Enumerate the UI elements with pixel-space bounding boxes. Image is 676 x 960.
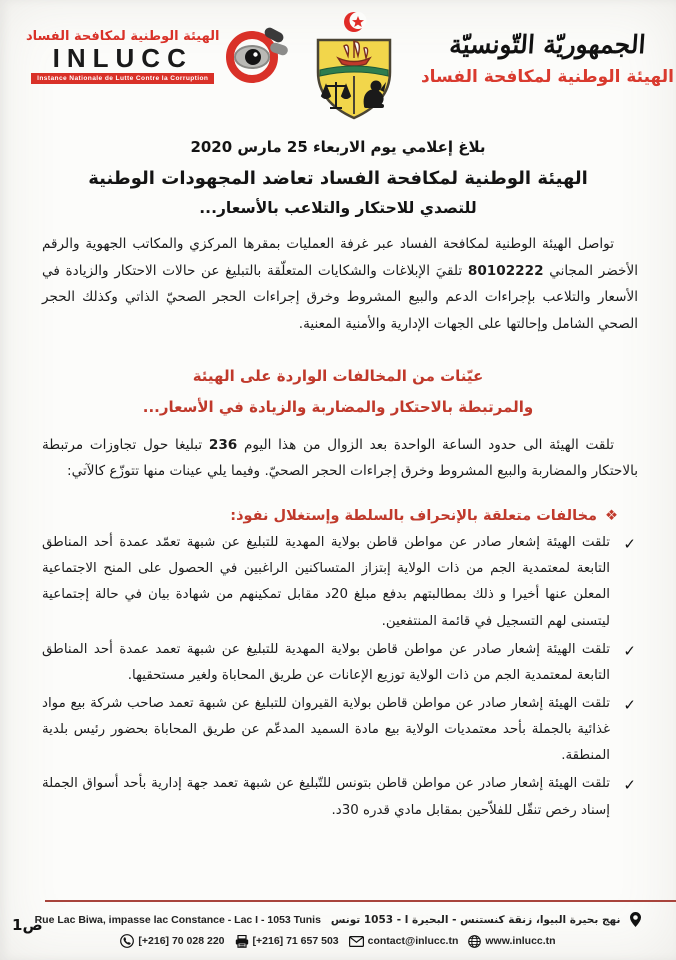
address-french: Rue Lac Biwa, impasse lac Constance - Lac I - 1053 Tunis xyxy=(34,913,321,926)
checkmark-icon: ✓ xyxy=(623,535,636,554)
paragraph-reports-count xyxy=(0,432,676,485)
checkmark-icon: ✓ xyxy=(623,641,636,660)
inlucc-french-name: Instance Nationale de Lutte Contre la Corruption xyxy=(31,73,214,84)
red-subtitle-line2: والمرتبطة بالاحتكار والمضاربة والزيادة في الأسعار... xyxy=(142,398,534,417)
paragraph-reports-text-start: تلقت الهيئة الى حدود الساعة الواحدة بعد الزوال من هذا اليوم xyxy=(237,436,614,453)
government-titles xyxy=(421,10,674,87)
red-subtitle-line1: عيّنات من المخالفات الواردة على الهيئة xyxy=(192,366,484,385)
location-pin-icon xyxy=(630,912,641,927)
fax-item xyxy=(235,935,339,948)
diamond-bullet-icon: ❖ xyxy=(605,508,618,525)
inlucc-arabic-name: الهيئة الوطنية لمكافحة الفساد xyxy=(26,29,220,45)
authority-title: الهيئة الوطنية لمكافحة الفساد xyxy=(420,67,674,87)
fax-icon xyxy=(235,935,249,948)
footer-divider xyxy=(45,900,676,902)
globe-icon xyxy=(468,935,481,948)
footer-address-row xyxy=(0,912,676,927)
press-release-date-title: بلاغ إعلامي يوم الاربعاء 25 مارس 2020 xyxy=(190,138,486,156)
address-arabic: نهج بحيرة البيوا، زنقة كنستنس - البحيرة ا - 1053 تونس xyxy=(330,913,621,926)
phone-item xyxy=(120,934,224,948)
document-header xyxy=(0,0,676,122)
list-item xyxy=(42,637,636,689)
phone-number: [+216] 70 028 220 xyxy=(138,935,225,947)
email-address: contact@inlucc.tn xyxy=(367,935,459,947)
footer-contact-row xyxy=(0,934,676,948)
checkmark-icon: ✓ xyxy=(623,696,636,715)
list-item-text: تلقت الهيئة إشعار صادر عن مواطن قاطن بولاية المهدية للتبليغ عن شبهة تعمّد عمدة أحد المناطق التابعة لمعتمدية الجم من ذات الولاية إبتزاز المتساكنين الراغبين في الحصول على المنح الاجتماعية المعلن عنها أخيرا و ذلك بمطالبتهم بدفع مبلغ 20د مقابل تمكينهم من شهادة بيان في حالة إجتماعية ليتسنى لهم التسجيل في قائمة المنتفعين. xyxy=(42,535,610,629)
email-item xyxy=(349,935,459,947)
website-item xyxy=(468,935,555,948)
inlucc-acronym: INLUCC xyxy=(52,43,193,74)
paragraph-reports-text-end: تبليغا حول تجاوزات مرتبطة بالاحتكار والمضاربة والبيع المشروط وخرق إجراءات الحجر الصحيّ. وفيما يلي عينات منها تتوزّع كالآتي: xyxy=(42,436,638,480)
website-url: www.inlucc.tn xyxy=(485,935,556,947)
checkmark-icon: ✓ xyxy=(623,776,636,795)
phone-icon xyxy=(120,934,134,948)
reports-count: 236 xyxy=(208,436,238,453)
envelope-icon xyxy=(349,936,364,947)
inlucc-logo-texts xyxy=(26,30,220,84)
paragraph-hotline-text-start: تواصل الهيئة الوطنية لمكافحة الفساد عبر غرفة العمليات بمقرها المركزي والمكاتب الجهوية والرقم الأخضر المجاني xyxy=(42,236,638,279)
section-heading-text: مخالفات متعلقة بالإنحراف بالسلطة وإستغلال نفوذ: xyxy=(230,508,597,525)
violations-list xyxy=(0,524,676,824)
tunisia-coat-of-arms xyxy=(304,10,404,128)
list-item-text: تلقت الهيئة إشعار صادر عن مواطن قاطن بولاية المهدية للتبليغ عن شبهة تعمد عمدة أحد المناطق التابعة لمعتمدية الجم من ذات الولاية توزيع الإعانات عن طريق المحاباة ولغير مستحقيها. xyxy=(42,641,610,683)
page-number-marker: ص1 xyxy=(12,916,43,934)
fax-number: [+216] 71 657 503 xyxy=(252,935,339,947)
section-heading xyxy=(0,508,676,524)
title-block xyxy=(0,122,676,217)
main-title: الهيئة الوطنية لمكافحة الفساد تعاضد المجهودات الوطنية xyxy=(88,168,588,189)
list-item xyxy=(42,771,636,823)
sub-title: للتصدي للاحتكار والتلاعب بالأسعار... xyxy=(199,199,477,217)
green-number: 80102222 xyxy=(467,262,544,279)
red-subtitle xyxy=(0,361,676,424)
document-footer xyxy=(0,900,676,960)
list-item-text: تلقت الهيئة إشعار صادر عن مواطن قاطن بولاية القيروان للتبليغ عن شبهة تعمد صاحب شركة بيع مواد غذائية بالجملة بأحد معتمديات الولاية بيع مادة السميد المدعّم عن طريق المحاباة بحضور رئيس بلدية المنطقة. xyxy=(42,696,610,764)
list-item xyxy=(42,530,636,635)
paragraph-hotline-text-end: تلقيَ الإبلاغات والشكايات المتعلّقة بالتبليغ عن حالات الاحتكار والزيادة في الأسعار والتلاعب بإجراءات الدعم والبيع المشروط وخرق إجراءات الحجر الصحيّ الذاتي وكذلك الحجر الصحي الشامل وإحالتها على الجهات الإدارية والأمنية المعنية. xyxy=(42,262,638,332)
inlucc-logo xyxy=(26,24,288,90)
inlucc-eye-icon xyxy=(222,24,288,90)
paragraph-hotline xyxy=(0,231,676,337)
republic-title: الجمهوريّة التّونسيّة xyxy=(448,30,647,59)
list-item-text: تلقت الهيئة إشعار صادر عن مواطن قاطن بتونس للتّبليغ عن شبهة تعمد جهة إدارية بأحد أسواق الجملة إسناد رخص تنقّل للفلاّحين بمقابل مادي قدره 30د. xyxy=(42,776,610,818)
list-item xyxy=(42,691,636,769)
